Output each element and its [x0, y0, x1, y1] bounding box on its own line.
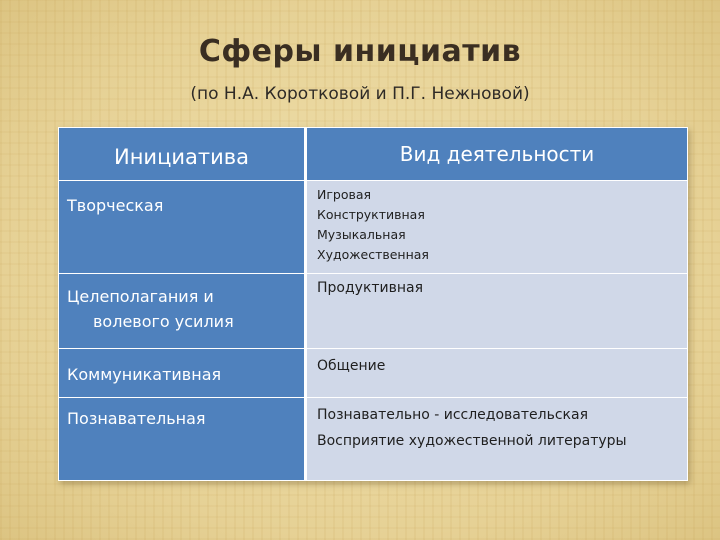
initiative-text: волевого усилия — [93, 312, 234, 331]
initiatives-table — [58, 127, 688, 481]
activity-text: Продуктивная — [317, 280, 424, 296]
initiative-text: Творческая — [67, 196, 164, 215]
activity-cell — [307, 274, 687, 348]
table-row — [59, 274, 687, 349]
initiative-cell — [59, 398, 307, 480]
slide-title: Сферы инициатив — [198, 34, 522, 69]
activity-text: Художественная — [317, 247, 429, 262]
initiative-text: Целеполагания и — [67, 287, 214, 306]
table-header-row — [59, 128, 687, 181]
header-activity: Вид деятельности — [307, 128, 687, 180]
activity-cell — [307, 181, 687, 273]
table-row — [59, 181, 687, 274]
activity-text: Конструктивная — [317, 207, 425, 222]
activity-cell — [307, 398, 687, 480]
initiative-text: Познавательная — [67, 409, 206, 428]
header-initiative: Инициатива — [59, 128, 307, 180]
initiative-cell — [59, 349, 307, 397]
initiative-text: Коммуникативная — [67, 365, 222, 384]
initiative-cell — [59, 181, 307, 273]
activity-text: Восприятие художественной литературы — [317, 433, 627, 449]
activity-text: Игровая — [317, 187, 372, 202]
table-row — [59, 398, 687, 480]
slide-subtitle: (по Н.А. Коротковой и П.Г. Нежновой) — [190, 84, 530, 104]
activity-text: Музыкальная — [317, 227, 406, 242]
activity-text: Познавательно - исследовательская — [317, 407, 588, 423]
activity-text: Общение — [317, 358, 386, 374]
initiative-cell — [59, 274, 307, 348]
activity-cell — [307, 349, 687, 397]
table-row — [59, 349, 687, 398]
